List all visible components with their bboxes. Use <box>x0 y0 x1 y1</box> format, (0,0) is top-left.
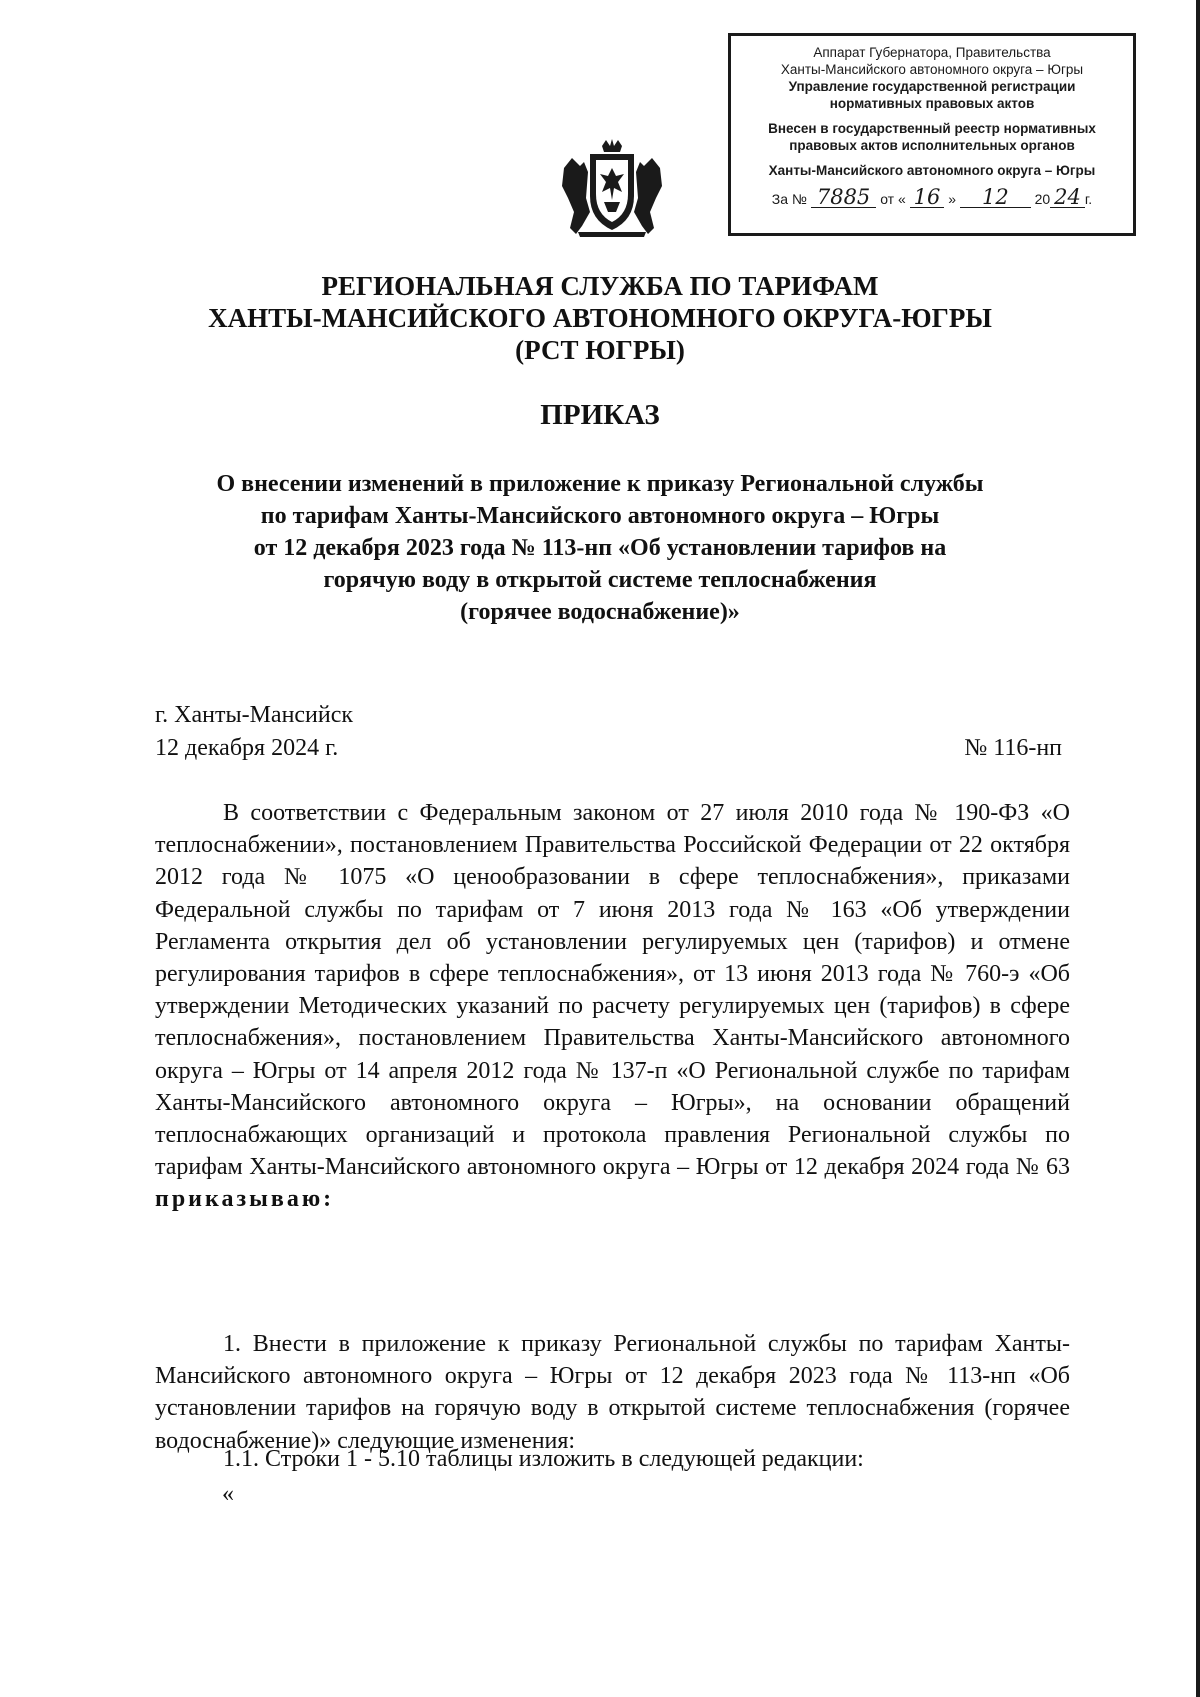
stamp-line: Ханты-Мансийского автономного округа – Югры <box>780 62 1084 77</box>
subject-line: от 12 декабря 2023 года № 113-нп «Об установлении тарифов на <box>253 535 947 561</box>
stamp-line: нормативных правовых актов <box>829 96 1035 111</box>
stamp-reg-close: » <box>948 191 957 207</box>
subject-line: О внесении изменений в приложение к приказу Региональной службы <box>216 471 984 497</box>
stamp-registration-line <box>731 187 1133 208</box>
coat-of-arms-icon <box>558 138 666 238</box>
subject-line: горячую воду в открытой системе теплоснабжения <box>323 567 877 593</box>
opening-quote: « <box>222 1481 234 1507</box>
stamp-line: Аппарат Губернатора, Правительства <box>813 45 1051 60</box>
stamp-reg-from: от « <box>880 191 906 207</box>
subject-line: (горячее водоснабжение)» <box>460 599 740 625</box>
preamble-paragraph <box>155 797 1070 1216</box>
stamp-reg-year-prefix: 20 <box>1034 191 1051 207</box>
stamp-reg-day: 16 <box>910 187 945 208</box>
subject-line: по тарифам Ханты-Мансийского автономного округа – Югры <box>260 503 940 529</box>
registration-stamp <box>728 33 1136 236</box>
document-type: ПРИКАЗ <box>540 399 660 431</box>
document-subject <box>0 468 1200 628</box>
item-1-1-paragraph: 1.1. Строки 1 - 5.10 таблицы изложить в следующей редакции: <box>223 1446 864 1472</box>
organization-name <box>0 270 1200 366</box>
stamp-reg-prefix: За № <box>771 191 807 207</box>
stamp-reg-month: 12 <box>960 187 1031 208</box>
order-word: приказываю: <box>155 1186 335 1213</box>
stamp-reg-suffix: г. <box>1084 191 1093 207</box>
document-date: 12 декабря 2024 г. <box>155 735 339 761</box>
org-line: РЕГИОНАЛЬНАЯ СЛУЖБА ПО ТАРИФАМ <box>321 271 879 301</box>
document-number: № 116-нп <box>964 735 1062 761</box>
preamble-text: В соответствии с Федеральным законом от 27 июля 2010 года № 190-ФЗ «О теплоснабжении», постановлением Правительства Российской Федерации от 22 октября 2012 года № 1075 «О ценообразовании в сфере теплоснабжения», приказами Федеральной службы по тарифам от 7 июня 2013 года № 163 «Об утверждении Регламента открытия дел об установлении регулируемых цен (тарифов) и отмене регулирования тарифов в сфере теплоснабжения», от 13 июня 2013 года № 760-э «Об утверждении Методических указаний по расчету регулируемых цен (тарифов) в сфере теплоснабжения», постановлением Правительства Ханты-Мансийского автономного округа – Югры от 14 апреля 2012 года № 137-п «О Региональной службе по тарифам Ханты-Мансийского автономного округа – Югры», на основании обращений теплоснабжающих организаций и протокола правления Региональной службы по тарифам Ханты-Мансийского автономного округа – Югры от 12 декабря 2024 года № 63 <box>155 800 1070 1181</box>
stamp-line: правовых актов исполнительных органов <box>789 138 1075 153</box>
stamp-reg-year: 24 <box>1050 187 1085 208</box>
item-1-paragraph: 1. Внести в приложение к приказу Региональной службы по тарифам Ханты-Мансийского автономного округа – Югры от 12 декабря 2023 года № 113-нп «Об установлении тарифов на горячую воду в открытой системе теплоснабжения (горячее водоснабжение)» следующие изменения: <box>155 1331 1070 1454</box>
stamp-reg-number: 7885 <box>811 187 876 208</box>
page-edge <box>1196 0 1200 1697</box>
org-line: ХАНТЫ-МАНСИЙСКОГО АВТОНОМНОГО ОКРУГА-ЮГРЫ <box>208 303 992 333</box>
stamp-line: Внесен в государственный реестр нормативных <box>768 121 1096 136</box>
document-city: г. Ханты-Мансийск <box>155 702 354 728</box>
stamp-line: Ханты-Мансийского автономного округа – Югры <box>768 163 1096 178</box>
stamp-line: Управление государственной регистрации <box>788 79 1076 94</box>
org-line: (РСТ ЮГРЫ) <box>515 335 685 365</box>
